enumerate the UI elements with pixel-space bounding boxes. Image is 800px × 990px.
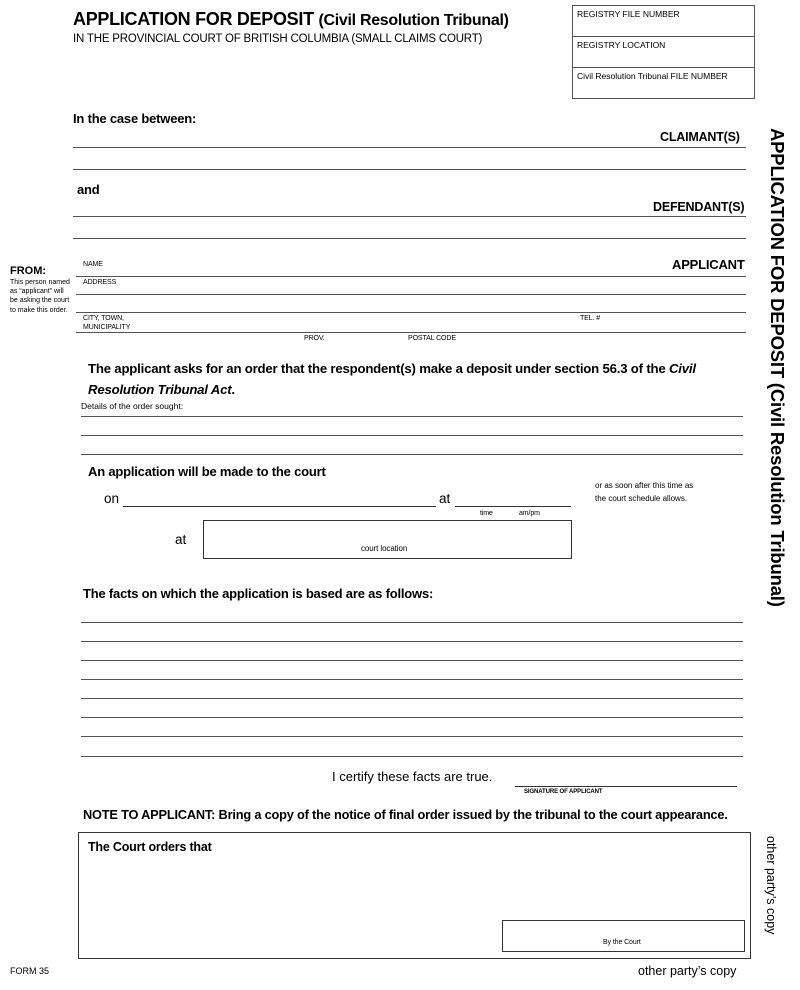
- city-label-1: CITY, TOWN,: [83, 315, 124, 322]
- court-orders-heading: The Court orders that: [88, 840, 212, 854]
- prov-label: PROV.: [304, 335, 325, 342]
- from-heading: FROM:: [10, 265, 47, 277]
- time-label: time: [480, 510, 493, 517]
- on-label: on: [104, 491, 120, 506]
- details-line-2[interactable]: [81, 435, 743, 436]
- address-line-2[interactable]: [76, 312, 746, 313]
- note-to-applicant: NOTE TO APPLICANT: Bring a copy of the notice of final order issued by the tribunal to the court appearance.: [83, 807, 728, 822]
- at-time-label: at: [439, 491, 451, 506]
- name-line[interactable]: [76, 276, 746, 277]
- claimant-line-2[interactable]: [73, 169, 746, 170]
- facts-heading: The facts on which the application is based are as follows:: [83, 586, 434, 601]
- schedule-note-1: or as soon after this time as: [595, 481, 694, 490]
- facts-line-8[interactable]: [81, 756, 743, 757]
- form-title: [73, 9, 509, 30]
- period: .: [231, 382, 235, 397]
- claimant-label: CLAIMANT(S): [660, 130, 740, 144]
- hearing-time-field[interactable]: [455, 506, 571, 507]
- schedule-note-2: the court schedule allows.: [595, 494, 688, 503]
- crt-file-number-label: Civil Resolution Tribunal FILE NUMBER: [577, 71, 728, 81]
- order-request-main: The applicant asks for an order that the respondent(s) make a deposit under section 56.3 of the: [88, 361, 669, 376]
- signature-field[interactable]: [515, 786, 737, 787]
- defendant-label: DEFENDANT(S): [653, 200, 745, 214]
- registry-box: [572, 5, 755, 99]
- act-name-part2: Resolution Tribunal Act: [88, 382, 232, 397]
- registry-file-number-field[interactable]: [573, 6, 754, 37]
- registry-location-field[interactable]: [573, 37, 754, 68]
- claimant-line-1[interactable]: [73, 147, 746, 148]
- by-the-court-label: By the Court: [603, 939, 641, 946]
- from-description: This person named as “applicant” will be asking the court to make this order.: [10, 279, 70, 314]
- by-the-court-field[interactable]: [502, 920, 745, 952]
- facts-line-5[interactable]: [81, 698, 743, 699]
- defendant-line-2[interactable]: [73, 238, 746, 239]
- side-title-vertical: APPLICATION FOR DEPOSIT (Civil Resolution Tribunal): [767, 128, 788, 607]
- crt-file-number-field[interactable]: [573, 68, 754, 98]
- registry-location-label: REGISTRY LOCATION: [577, 40, 666, 50]
- certify-text: I certify these facts are true.: [332, 769, 493, 784]
- court-location-field[interactable]: [203, 520, 572, 559]
- details-line-1[interactable]: [81, 416, 743, 417]
- details-line-3[interactable]: [81, 454, 743, 455]
- registry-file-number-label: REGISTRY FILE NUMBER: [577, 9, 680, 19]
- signature-label: SIGNATURE OF APPLICANT: [524, 789, 603, 795]
- address-line-1[interactable]: [76, 294, 746, 295]
- order-request-text: [88, 358, 748, 400]
- facts-line-6[interactable]: [81, 717, 743, 718]
- address-label: ADDRESS: [83, 279, 117, 286]
- ampm-label: am/pm: [519, 510, 540, 517]
- facts-line-1[interactable]: [81, 622, 743, 623]
- and-label: and: [77, 182, 100, 197]
- act-name-part1: Civil: [668, 361, 696, 376]
- at-location-label: at: [175, 532, 187, 547]
- postal-code-label: POSTAL CODE: [408, 335, 456, 342]
- form-title-sub: (Civil Resolution Tribunal): [318, 12, 509, 29]
- case-between-label: In the case between:: [73, 111, 197, 126]
- facts-line-3[interactable]: [81, 660, 743, 661]
- city-label-2: MUNICIPALITY: [83, 324, 131, 331]
- form-number: FORM 35: [10, 966, 50, 976]
- form-title-main: APPLICATION FOR DEPOSIT: [73, 9, 314, 29]
- city-line[interactable]: [76, 332, 746, 333]
- applicant-label: APPLICANT: [672, 257, 745, 272]
- tel-label: TEL. #: [580, 315, 601, 322]
- side-copy-label: other party’s copy: [764, 836, 778, 935]
- copy-label: other party’s copy: [638, 964, 737, 978]
- hearing-date-field[interactable]: [123, 506, 436, 507]
- details-label: Details of the order sought:: [81, 401, 184, 411]
- facts-line-7[interactable]: [81, 736, 743, 737]
- facts-line-4[interactable]: [81, 679, 743, 680]
- form-subtitle: IN THE PROVINCIAL COURT OF BRITISH COLUMBIA (SMALL CLAIMS COURT): [73, 33, 483, 45]
- hearing-heading: An application will be made to the court: [88, 464, 326, 479]
- name-label: NAME: [83, 261, 103, 268]
- court-location-label: court location: [361, 544, 408, 553]
- defendant-line-1[interactable]: [73, 216, 746, 217]
- facts-line-2[interactable]: [81, 641, 743, 642]
